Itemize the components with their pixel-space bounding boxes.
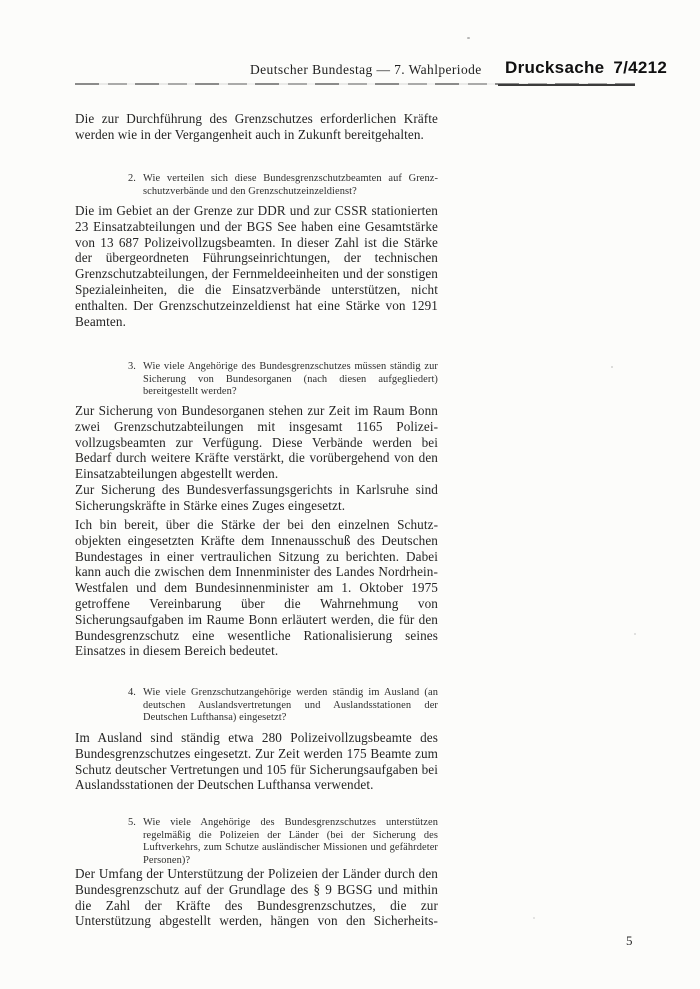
header-rule-accent — [498, 84, 635, 86]
answer-2-paragraph: Die im Gebiet an der Grenze zur DDR und zur CSSR stationierten 23 Einsatzabteilungen und der BGS See haben eine Gesamtstärke von 13 687 Polizeivollzugsbeamten. In dieser Zahl ist die Stärke der übergeordneten Führungseinrichtungen, der technischen Grenzschutzabteilungen, der Fernmeldeeinheiten und der sonstigen Spezialeinheiten, die die Einsatzverbände unterstützen, nicht enthalten. Der Grenzschutzeinzeldienst hat eine Stärke von 1291 Beamten. — [75, 203, 438, 329]
header-journal-title: Deutscher Bundestag — 7. Wahlperiode — [250, 62, 482, 77]
question-5-text: Wie viele Angehörige des Bundesgrenzschutzes unterstützen regelmäßig die Polizeien der Länder (bei der Sicherung des Luftverkehrs, zum Schutze ausländischer Missionen und gefährdeter Personen)? — [143, 817, 438, 866]
answer-5-paragraph: Der Umfang der Unterstützung der Polizeien der Länder durch den Bundesgrenzschutz auf der Grundlage des § 9 BGSG und mithin die Zahl der Kräfte des Bundesgrenzschutzes, die zur Unterstützung abgestellt werden, hängen von den Sicherheits- — [75, 866, 438, 929]
question-4 — [128, 687, 438, 725]
scan-speck — [611, 366, 613, 368]
answer-3-paragraph-2: Zur Sicherung des Bundesverfassungsgerichts in Karlsruhe sind Sicherungskräfte in Stärke eines Zuges eingesetzt. — [75, 482, 438, 513]
answer-4-paragraph: Im Ausland sind ständig etwa 280 Polizeivollzugsbeamte des Bundesgrenzschutzes eingesetzt. Zur Zeit werden 175 Beamte zum Schutz deutscher Vertretungen und 105 für Sicherungsaufgaben bei Auslandsstationen der Deutschen Lufthansa verwendet. — [75, 730, 438, 793]
question-4-text: Wie viele Grenzschutzangehörige werden ständig im Ausland (an deutschen Auslandsvertretungen und Auslandsstationen der Deutschen Lufthansa) eingesetzt? — [143, 687, 438, 724]
scan-speck — [533, 917, 535, 919]
question-3-text: Wie viele Angehörige des Bundesgrenzschutzes müssen ständig zur Sicherung von Bundesorganen (nach diesen aufgegliedert) bereitgestellt werden? — [143, 361, 438, 398]
header-doc-ref — [505, 58, 667, 78]
question-2-text: Wie verteilen sich diese Bundesgrenzschutzbeamten auf Grenzschutzverbände und den Grenzschutzeinzeldienst? — [143, 173, 438, 197]
question-3 — [128, 361, 438, 399]
question-2-number: 2. — [128, 173, 136, 184]
question-5 — [128, 817, 438, 867]
answer-3-paragraph-3: Ich bin bereit, über die Stärke der bei den einzelnen Schutzobjekten eingesetzten Kräfte dem Innenausschuß des Deutschen Bundestages in einer vertraulichen Sitzung zu berichten. Dabei kann auch die zwischen dem Innenminister des Landes Nordrhein-Westfalen und dem Bundesinnenminister am 1. Oktober 1975 getroffene Vereinbarung über die Wahrnehmung von Sicherungsaufgaben im Raume Bonn erläutert werden, die für den Bundesgrenzschutz eine wesentliche Rationalisierung seines Einsatzes in diesem Bereich bedeutet. — [75, 517, 438, 659]
question-5-number: 5. — [128, 817, 136, 828]
question-4-number: 4. — [128, 687, 136, 698]
scan-speck — [634, 633, 636, 635]
scan-speck — [467, 37, 470, 39]
answer-3-paragraph-1: Zur Sicherung von Bundesorganen stehen zur Zeit im Raum Bonn zwei Grenzschutzabteilungen mit insgesamt 1165 Polizeivollzugsbeamten zur Verfügung. Diese Verbände werden bei Bedarf durch weitere Kräfte verstärkt, die vorübergehend von den Einsatzabteilungen abgestellt werden. — [75, 403, 438, 482]
header-doc-label: Drucksache — [505, 58, 605, 77]
question-3-number: 3. — [128, 361, 136, 372]
header-doc-number: 7/4212 — [613, 58, 668, 77]
question-2 — [128, 173, 438, 198]
page-number: 5 — [626, 933, 633, 948]
intro-paragraph: Die zur Durchführung des Grenzschutzes erforderlichen Kräfte werden wie in der Vergangenheit auch in Zukunft bereitgehalten. — [75, 111, 438, 142]
